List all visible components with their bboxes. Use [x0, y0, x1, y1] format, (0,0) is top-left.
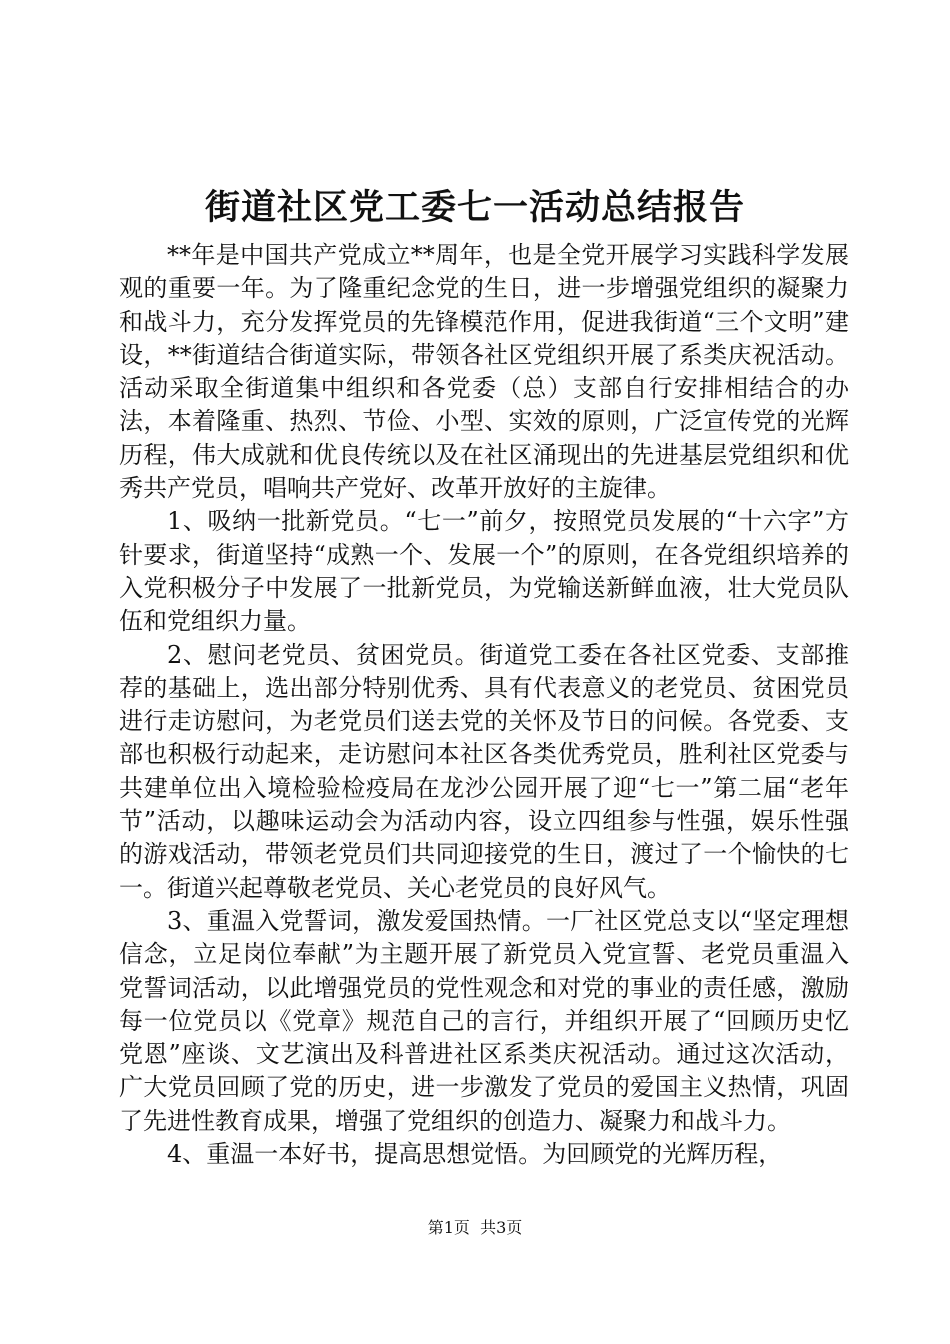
document-body: [119, 239, 849, 1171]
paragraph-item-1: 1、吸纳一批新党员。“七一”前夕，按照党员发展的“十六字”方针要求，街道坚持“成熟一个、发展一个”的原则，在各党组织培养的入党积极分子中发展了一批新党员，为党输送新鲜血液，壮大党员队伍和党组织力量。: [119, 507, 849, 636]
paragraph-intro: **年是中国共产党成立**周年，也是全党开展学习实践科学发展观的重要一年。为了隆重纪念党的生日，进一步增强党组织的凝聚力和战斗力，充分发挥党员的先锋模范作用，促进我街道“三个文明”建设，**街道结合街道实际，带领各社区党组织开展了系类庆祝活动。活动采取全街道集中组织和各党委（总）支部自行安排相结合的办法，本着隆重、热烈、节俭、小型、实效的原则，广泛宣传党的光辉历程，伟大成就和优良传统以及在社区涌现出的先进基层党组织和优秀共产党员，唱响共产党好、改革开放好的主旋律。: [119, 241, 849, 503]
paragraph-item-3: 3、重温入党誓词，激发爱国热情。一厂社区党总支以“坚定理想信念，立足岗位奉献”为主题开展了新党员入党宣誓、老党员重温入党誓词活动，以此增强党员的党性观念和对党的事业的责任感，激励每一位党员以《党章》规范自己的言行，并组织开展了“回顾历史忆党恩”座谈、文艺演出及科普进社区系类庆祝活动。通过这次活动，广大党员回顾了党的历史，进一步激发了党员的爱国主义热情，巩固了先进性教育成果，增强了党组织的创造力、凝聚力和战斗力。: [119, 906, 849, 1135]
page-footer: 第1页 共3页: [427, 1218, 523, 1237]
paragraph-item-2: 2、慰问老党员、贫困党员。街道党工委在各社区党委、支部推荐的基础上，选出部分特别优秀、具有代表意义的老党员、贫困党员进行走访慰问，为老党员们送去党的关怀及节日的问候。各党委、支部也积极行动起来，走访慰问本社区各类优秀党员，胜利社区党委与共建单位出入境检验检疫局在龙沙公园开展了迎“七一”第二届“老年节”活动，以趣味运动会为活动内容，设立四组参与性强，娱乐性强的游戏活动，带领老党员们共同迎接党的生日，渡过了一个愉快的七一。街道兴起尊敬老党员、关心老党员的良好风气。: [119, 640, 849, 902]
document-title: 街道社区党工委七一活动总结报告: [204, 187, 745, 228]
paragraph-item-4: 4、重温一本好书，提高思想觉悟。为回顾党的光辉历程，: [167, 1140, 783, 1169]
